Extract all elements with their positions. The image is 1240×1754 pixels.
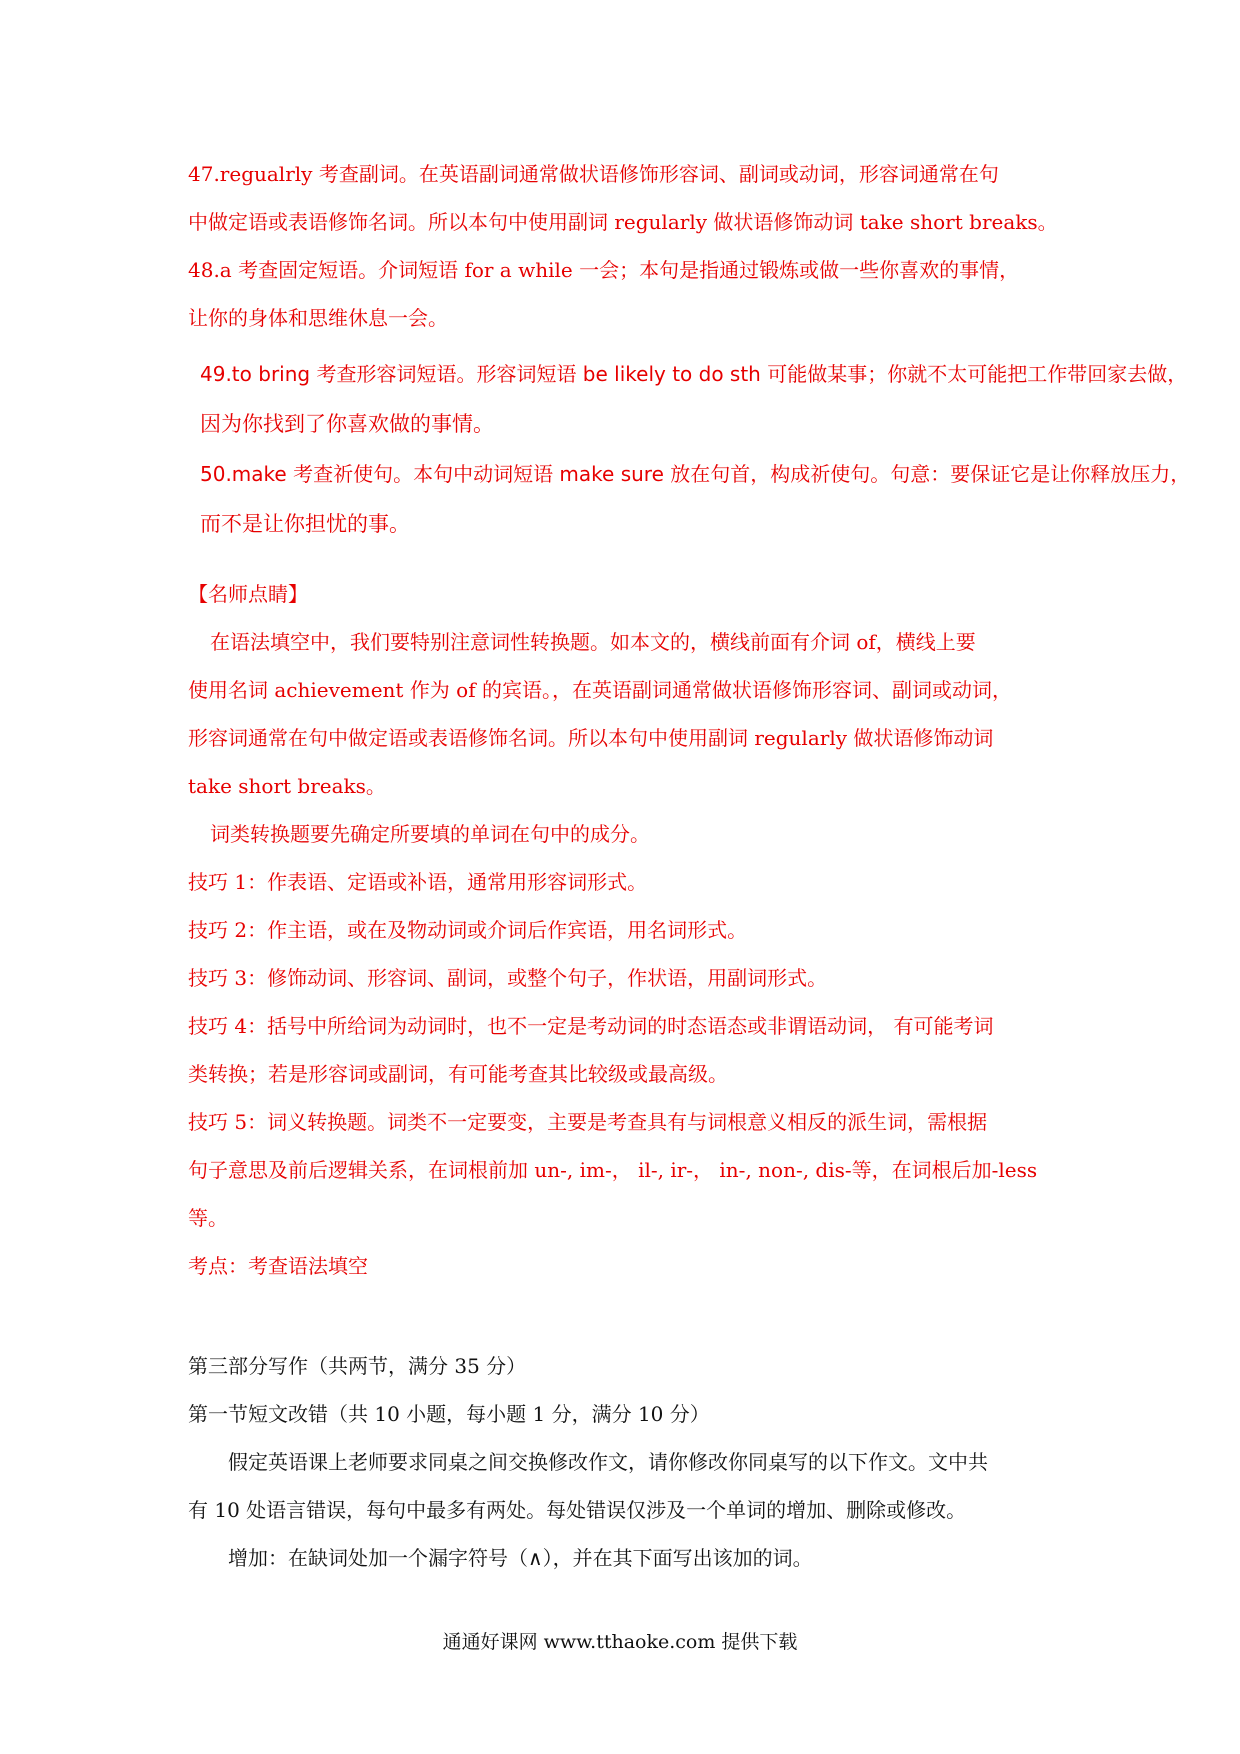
tips-skill5-line2: 句子意思及前后逻辑关系，在词根前加 un-, im-， il-, ir-， in-, non-, dis-等，在词根后加-less bbox=[188, 1158, 1038, 1182]
tips-skill1: 技巧 1：作表语、定语或补语，通常用形容词形式。 bbox=[188, 870, 648, 894]
q48-explanation-line2: 让你的身体和思维休息一会。 bbox=[188, 306, 448, 330]
tips-kaodian: 考点：考查语法填空 bbox=[188, 1254, 368, 1278]
teacher-tips-heading: 【名师点睛】 bbox=[188, 582, 308, 606]
q48-explanation-line1: 48.a 考查固定短语。介词短语 for a while 一会；本句是指通过锻炼或做一些你喜欢的事情， bbox=[188, 258, 1020, 282]
tips-skill5-line1: 技巧 5：词义转换题。词类不一定要变，主要是考查具有与词根意义相反的派生词，需根据 bbox=[188, 1110, 988, 1134]
writing-section-title: 第一节短文改错（共 10 小题，每小题 1 分，满分 10 分） bbox=[188, 1402, 710, 1426]
writing-instruction-line1: 假定英语课上老师要求同桌之间交换修改作文，请你修改你同桌写的以下作文。文中共 bbox=[228, 1450, 988, 1474]
writing-add-rule: 增加：在缺词处加一个漏字符号（∧），并在其下面写出该加的词。 bbox=[228, 1546, 813, 1570]
q50-explanation-line2: 而不是让你担忧的事。 bbox=[200, 512, 410, 536]
q47-explanation-line2: 中做定语或表语修饰名词。所以本句中使用副词 regularly 做状语修饰动词 take short breaks。 bbox=[188, 210, 1058, 234]
tips-para1-line3: 形容词通常在句中做定语或表语修饰名词。所以本句中使用副词 regularly 做状语修饰动词 bbox=[188, 726, 994, 750]
writing-part-title: 第三部分写作（共两节，满分 35 分） bbox=[188, 1354, 527, 1378]
tips-skill4-line1: 技巧 4：括号中所给词为动词时，也不一定是考动词的时态语态或非谓语动词， 有可能考词 bbox=[188, 1014, 994, 1038]
q49-explanation-line2: 因为你找到了你喜欢做的事情。 bbox=[200, 412, 494, 436]
q47-explanation-line1: 47.regualrly 考查副词。在英语副词通常做状语修饰形容词、副词或动词，形容词通常在句 bbox=[188, 162, 999, 186]
tips-para2: 词类转换题要先确定所要填的单词在句中的成分。 bbox=[210, 822, 650, 846]
tips-para1-line2: 使用名词 achievement 作为 of 的宾语。，在英语副词通常做状语修饰形容词、副词或动词， bbox=[188, 678, 1012, 702]
q49-explanation-line1: 49.to bring 考查形容词短语。形容词短语 be likely to do sth 可能做某事；你就不太可能把工作带回家去做， bbox=[200, 362, 1188, 386]
writing-instruction-line2: 有 10 处语言错误，每句中最多有两处。每处错误仅涉及一个单词的增加、删除或修改。 bbox=[188, 1498, 967, 1522]
tips-skill2: 技巧 2：作主语，或在及物动词或介词后作宾语，用名词形式。 bbox=[188, 918, 748, 942]
tips-para1-line1: 在语法填空中，我们要特别注意词性转换题。如本文的，横线前面有介词 of，横线上要 bbox=[210, 630, 976, 654]
tips-skill3: 技巧 3：修饰动词、形容词、副词，或整个句子，作状语，用副词形式。 bbox=[188, 966, 828, 990]
tips-skill5-line3: 等。 bbox=[188, 1206, 228, 1230]
q50-explanation-line1: 50.make 考查祈使句。本句中动词短语 make sure 放在句首，构成祈使句。句意：要保证它是让你释放压力， bbox=[200, 462, 1191, 486]
page-footer: 通通好课网 www.tthaoke.com 提供下载 bbox=[442, 1631, 798, 1653]
tips-para1-line4: take short breaks。 bbox=[188, 774, 386, 798]
tips-skill4-line2: 类转换；若是形容词或副词，有可能考查其比较级或最高级。 bbox=[188, 1062, 728, 1086]
